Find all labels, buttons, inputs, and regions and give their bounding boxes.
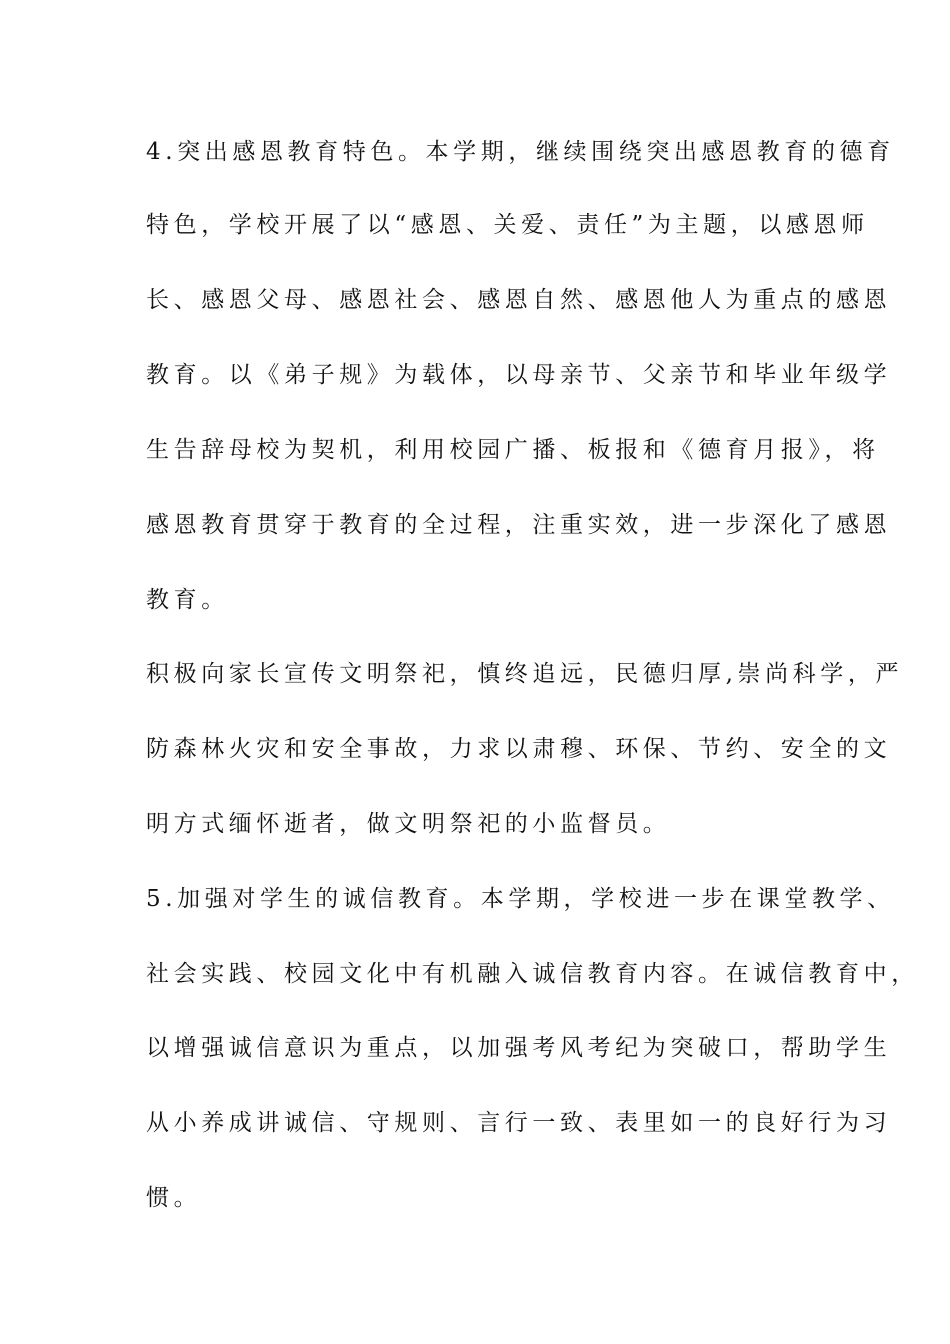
text-line-6: 感恩教育贯穿于教育的全过程，注重实效，进一步深化了感恩 bbox=[146, 512, 892, 538]
text-line-5: 生告辞母校为契机，利用校园广播、板报和《德育月报》，将 bbox=[146, 437, 880, 463]
text-line-3: 长、感恩父母、感恩社会、感恩自然、感恩他人为重点的感恩 bbox=[146, 287, 892, 313]
text-line-8: 积极向家长宣传文明祭祀，慎终追远，民德归厚,崇尚科学，严 bbox=[146, 661, 904, 687]
text-line-1: 4.突出感恩教育特色。本学期，继续围绕突出感恩教育的德育 bbox=[146, 139, 895, 165]
text-line-15: 惯。 bbox=[146, 1185, 202, 1211]
text-line-14: 从小养成讲诚信、守规则、言行一致、表里如一的良好行为习 bbox=[146, 1110, 892, 1136]
text-line-2: 特色，学校开展了以“感恩、关爱、责任”为主题，以感恩师 bbox=[146, 212, 869, 238]
text-line-9: 防森林火灾和安全事故，力求以肃穆、环保、节约、安全的文 bbox=[146, 736, 892, 762]
text-line-10: 明方式缅怀逝者，做文明祭祀的小监督员。 bbox=[146, 811, 671, 837]
text-line-4: 教育。以《弟子规》为载体，以母亲节、父亲节和毕业年级学 bbox=[146, 362, 892, 388]
text-line-13: 以增强诚信意识为重点，以加强考风考纪为突破口，帮助学生 bbox=[146, 1035, 892, 1061]
text-line-11: 5.加强对学生的诚信教育。本学期，学校进一步在课堂教学、 bbox=[146, 886, 895, 912]
text-line-7: 教育。 bbox=[146, 587, 229, 613]
text-line-12: 社会实践、校园文化中有机融入诚信教育内容。在诚信教育中， bbox=[146, 961, 919, 987]
